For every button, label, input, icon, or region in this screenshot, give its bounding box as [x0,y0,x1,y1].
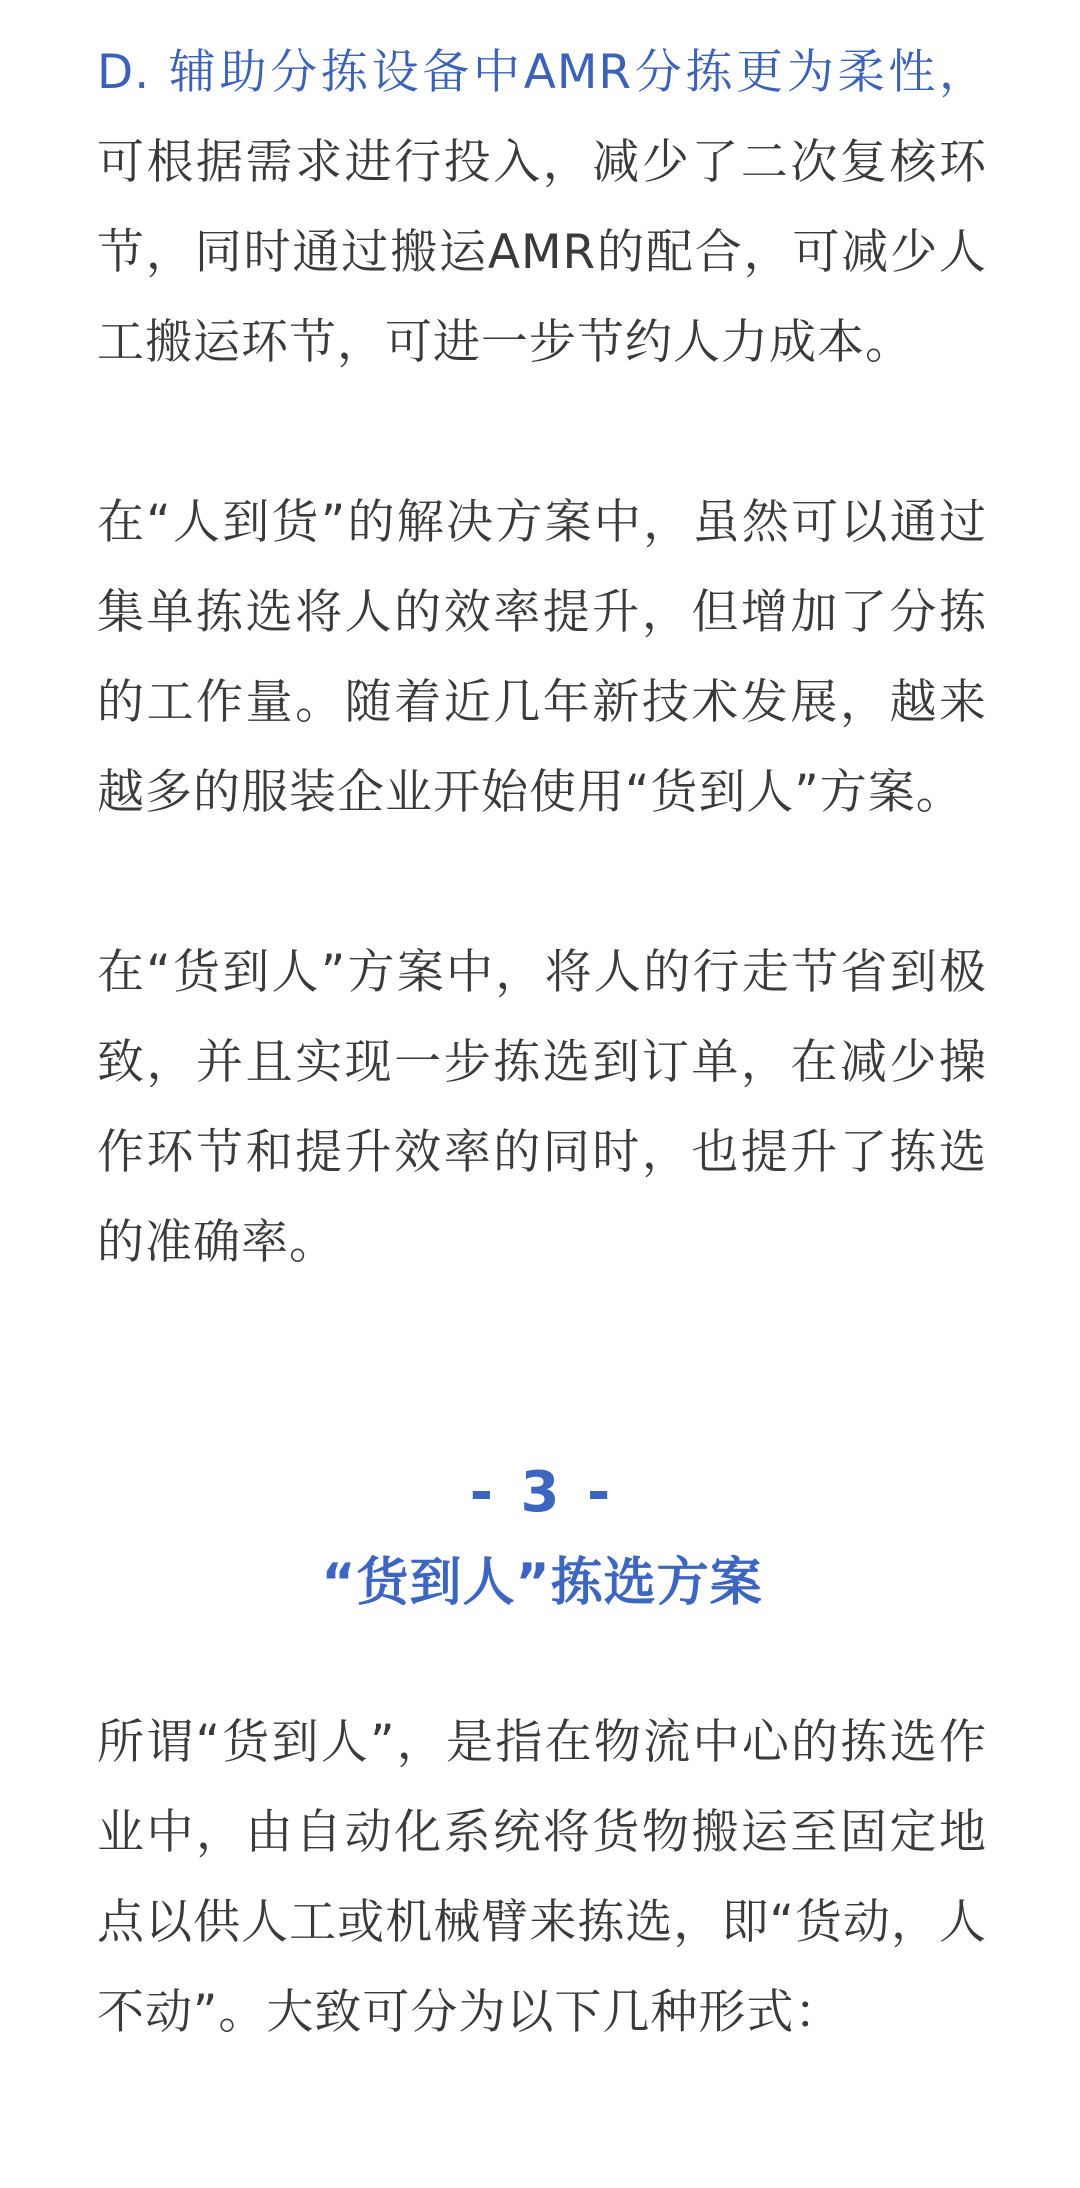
section-number: - 3 - [469,1460,615,1525]
highlighted-text: D. 辅助分拣设备中AMR分拣更为柔性， [97,45,987,100]
section-heading [97,1448,987,1628]
section-title: “货到人”拣选方案 [321,1553,763,1613]
paragraph-goods-to-person: 在“货到人”方案中，将人的行走节省到极致，并且实现一步拣选到订单，在减少操作环节和提升效率的同时，也提升了拣选的准确率。 [97,945,987,1270]
paragraph-goods-to-person-definition: 所谓“货到人”，是指在物流中心的拣选作业中，由自动化系统将货物搬运至固定地点以供人工或机械臂来拣选，即“货动，人不动”。大致可分为以下几种形式： [97,1715,987,2040]
paragraph-person-to-goods: 在“人到货”的解决方案中，虽然可以通过集单拣选将人的效率提升，但增加了分拣的工作量。随着近几年新技术发展，越来越多的服装企业开始使用“货到人”方案。 [97,495,987,820]
paragraph-amr-sorting [97,28,987,388]
paragraph-text: 可根据需求进行投入，减少了二次复核环节，同时通过搬运AMR的配合，可减少人工搬运环节，可进一步节约人力成本。 [97,135,987,370]
article-body [97,28,987,2058]
